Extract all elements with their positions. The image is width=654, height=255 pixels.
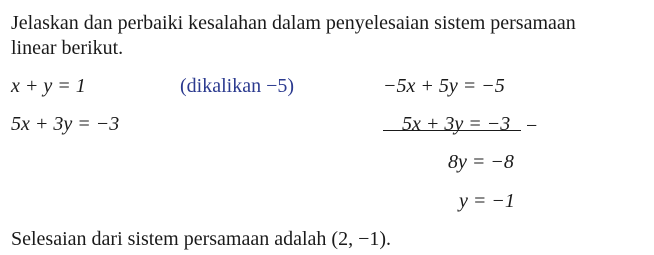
work-line-1 [383, 74, 505, 98]
work-line-2 [402, 112, 510, 136]
result-line-2 [459, 189, 515, 213]
work-line-2-text: 5x + 3y = −3 [402, 113, 511, 135]
conclusion-text: Selesaian dari sistem persamaan adalah (2, −1). [11, 228, 392, 250]
instruction-line-2: linear berikut. [11, 37, 124, 59]
instruction-line-1: Jelaskan dan perbaiki kesalahan dalam penyelesaian sistem persamaan [11, 12, 576, 34]
result-line-1 [448, 150, 514, 174]
operation-note: (dikalikan −5) [180, 75, 295, 97]
work-line-1-text: −5x + 5y = −5 [383, 75, 505, 97]
equation-2 [11, 112, 119, 136]
subtraction-sign: − [526, 115, 538, 137]
equation-2-text: 5x + 3y = −3 [11, 113, 120, 135]
result-line-2-text: y = −1 [459, 190, 515, 212]
equation-1-text: x + y = 1 [11, 75, 86, 97]
underline-rule [383, 130, 521, 131]
result-line-1-text: 8y = −8 [448, 151, 514, 173]
equation-1 [11, 74, 86, 98]
